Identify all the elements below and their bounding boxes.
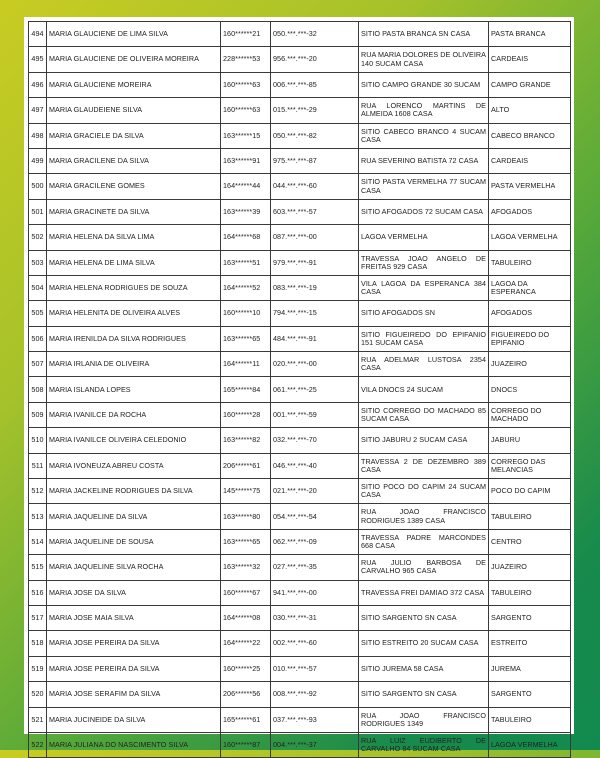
address-cell: SITIO CORREGO DO MACHADO 85 SUCAM CASA [359, 402, 489, 427]
table-row [29, 377, 571, 402]
row-number-cell: 508 [29, 377, 47, 402]
table-row [29, 453, 571, 478]
locality-cell: JUAZEIRO [489, 555, 571, 580]
nis-number-cell: 163******65 [221, 326, 271, 351]
cpf-number-cell: 484.***.***-91 [271, 326, 359, 351]
table-row [29, 225, 571, 250]
beneficiary-name-cell: MARIA HELENA RODRIGUES DE SOUZA [47, 275, 221, 300]
cpf-number-cell: 030.***.***-31 [271, 605, 359, 630]
cpf-number-cell: 021.***.***-20 [271, 479, 359, 504]
table-row [29, 326, 571, 351]
address-cell: RUA SEVERINO BATISTA 72 CASA [359, 148, 489, 173]
locality-cell: CARDEAIS [489, 148, 571, 173]
address-cell: RUA LUIZ EUDIBERTO DE CARVALHO 84 SUCAM CASA [359, 732, 489, 757]
cpf-number-cell: 087.***.***-00 [271, 225, 359, 250]
locality-cell: CORREGO DAS MELANCIAS [489, 453, 571, 478]
row-number-cell: 497 [29, 98, 47, 123]
beneficiary-name-cell: MARIA IRENILDA DA SILVA RODRIGUES [47, 326, 221, 351]
nis-number-cell: 163******32 [221, 555, 271, 580]
table-row [29, 479, 571, 504]
address-cell: RUA JULIO BARBOSA DE CARVALHO 965 CASA [359, 555, 489, 580]
row-number-cell: 502 [29, 225, 47, 250]
locality-cell: PASTA BRANCA [489, 22, 571, 47]
cpf-number-cell: 046.***.***-40 [271, 453, 359, 478]
beneficiary-name-cell: MARIA JAQUELINE DE SOUSA [47, 529, 221, 554]
row-number-cell: 498 [29, 123, 47, 148]
row-number-cell: 504 [29, 275, 47, 300]
address-cell: VILA DNOCS 24 SUCAM [359, 377, 489, 402]
beneficiary-name-cell: MARIA GRACILENE DA SILVA [47, 148, 221, 173]
nis-number-cell: 164******52 [221, 275, 271, 300]
row-number-cell: 495 [29, 47, 47, 72]
row-number-cell: 505 [29, 301, 47, 326]
address-cell: SITIO CABECO BRANCO 4 SUCAM CASA [359, 123, 489, 148]
cpf-number-cell: 979.***.***-91 [271, 250, 359, 275]
table-row [29, 174, 571, 199]
locality-cell: LAGOA VERMELHA [489, 732, 571, 757]
cpf-number-cell: 037.***.***-93 [271, 707, 359, 732]
nis-number-cell: 164******44 [221, 174, 271, 199]
cpf-number-cell: 956.***.***-20 [271, 47, 359, 72]
table-row [29, 732, 571, 757]
nis-number-cell: 164******22 [221, 631, 271, 656]
cpf-number-cell: 941.***.***-00 [271, 580, 359, 605]
cpf-number-cell: 004.***.***-37 [271, 732, 359, 757]
table-row [29, 148, 571, 173]
nis-number-cell: 163******91 [221, 148, 271, 173]
beneficiary-name-cell: MARIA JAQUELINE SILVA ROCHA [47, 555, 221, 580]
beneficiary-name-cell: MARIA HELENITA DE OLIVEIRA ALVES [47, 301, 221, 326]
beneficiary-name-cell: MARIA JOSE PEREIRA DA SILVA [47, 656, 221, 681]
nis-number-cell: 165******84 [221, 377, 271, 402]
row-number-cell: 510 [29, 428, 47, 453]
document-page [24, 17, 574, 754]
locality-cell: CABECO BRANCO [489, 123, 571, 148]
beneficiary-name-cell: MARIA GLAUCIENE DE LIMA SILVA [47, 22, 221, 47]
row-number-cell: 520 [29, 682, 47, 707]
row-number-cell: 503 [29, 250, 47, 275]
address-cell: VILA LAGOA DA ESPERANCA 384 CASA [359, 275, 489, 300]
beneficiary-name-cell: MARIA IVANILCE DA ROCHA [47, 402, 221, 427]
locality-cell: ESTREITO [489, 631, 571, 656]
row-number-cell: 517 [29, 605, 47, 630]
nis-number-cell: 163******15 [221, 123, 271, 148]
row-number-cell: 515 [29, 555, 47, 580]
cpf-number-cell: 044.***.***-60 [271, 174, 359, 199]
row-number-cell: 494 [29, 22, 47, 47]
table-row [29, 123, 571, 148]
table-row [29, 428, 571, 453]
locality-cell: LAGOA DA ESPERANCA [489, 275, 571, 300]
address-cell: SITIO CAMPO GRANDE 30 SUCAM [359, 72, 489, 97]
table-row [29, 605, 571, 630]
cpf-number-cell: 015.***.***-29 [271, 98, 359, 123]
row-number-cell: 512 [29, 479, 47, 504]
beneficiary-name-cell: MARIA HELENA DA SILVA LIMA [47, 225, 221, 250]
beneficiary-name-cell: MARIA GRACINETE DA SILVA [47, 199, 221, 224]
locality-cell: CARDEAIS [489, 47, 571, 72]
nis-number-cell: 206******56 [221, 682, 271, 707]
row-number-cell: 521 [29, 707, 47, 732]
row-number-cell: 511 [29, 453, 47, 478]
beneficiary-name-cell: MARIA JOSE DA SILVA [47, 580, 221, 605]
nis-number-cell: 163******80 [221, 504, 271, 529]
address-cell: SITIO PASTA VERMELHA 77 SUCAM CASA [359, 174, 489, 199]
nis-number-cell: 145******75 [221, 479, 271, 504]
locality-cell: CORREGO DO MACHADO [489, 402, 571, 427]
beneficiary-name-cell: MARIA JUCINEIDE DA SILVA [47, 707, 221, 732]
beneficiary-name-cell: MARIA JOSE SERAFIM DA SILVA [47, 682, 221, 707]
address-cell: SITIO POCO DO CAPIM 24 SUCAM CASA [359, 479, 489, 504]
nis-number-cell: 163******65 [221, 529, 271, 554]
table-row [29, 631, 571, 656]
nis-number-cell: 164******68 [221, 225, 271, 250]
cpf-number-cell: 062.***.***-09 [271, 529, 359, 554]
nis-number-cell: 160******21 [221, 22, 271, 47]
address-cell: SITIO FIGUEIREDO DO EPIFANIO 151 SUCAM CASA [359, 326, 489, 351]
row-number-cell: 516 [29, 580, 47, 605]
locality-cell: AFOGADOS [489, 301, 571, 326]
cpf-number-cell: 603.***.***-57 [271, 199, 359, 224]
beneficiary-name-cell: MARIA JOSE MAIA SILVA [47, 605, 221, 630]
table-row [29, 275, 571, 300]
beneficiary-table [28, 21, 571, 758]
nis-number-cell: 160******87 [221, 732, 271, 757]
beneficiary-name-cell: MARIA ISLANDA LOPES [47, 377, 221, 402]
beneficiary-name-cell: MARIA JAQUELINE DA SILVA [47, 504, 221, 529]
beneficiary-name-cell: MARIA IVONEUZA ABREU COSTA [47, 453, 221, 478]
row-number-cell: 514 [29, 529, 47, 554]
table-row [29, 352, 571, 377]
address-cell: TRAVESSA 2 DE DEZEMBRO 389 CASA [359, 453, 489, 478]
beneficiary-name-cell: MARIA IRLANIA DE OLIVEIRA [47, 352, 221, 377]
table-row [29, 504, 571, 529]
address-cell: SITIO JABURU 2 SUCAM CASA [359, 428, 489, 453]
address-cell: SITIO AFOGADOS SN [359, 301, 489, 326]
locality-cell: DNOCS [489, 377, 571, 402]
cpf-number-cell: 006.***.***-85 [271, 72, 359, 97]
nis-number-cell: 163******39 [221, 199, 271, 224]
table-row [29, 529, 571, 554]
nis-number-cell: 160******63 [221, 72, 271, 97]
locality-cell: CENTRO [489, 529, 571, 554]
address-cell: RUA JOAO FRANCISCO RODRIGUES 1389 CASA [359, 504, 489, 529]
table-row [29, 656, 571, 681]
row-number-cell: 500 [29, 174, 47, 199]
table-row [29, 98, 571, 123]
nis-number-cell: 206******61 [221, 453, 271, 478]
locality-cell: TABULEIRO [489, 250, 571, 275]
beneficiary-name-cell: MARIA JOSE PEREIRA DA SILVA [47, 631, 221, 656]
locality-cell: LAGOA VERMELHA [489, 225, 571, 250]
row-number-cell: 518 [29, 631, 47, 656]
cpf-number-cell: 050.***.***-32 [271, 22, 359, 47]
address-cell: SITIO SARGENTO SN CASA [359, 682, 489, 707]
cpf-number-cell: 032.***.***-70 [271, 428, 359, 453]
locality-cell: ALTO [489, 98, 571, 123]
locality-cell: FIGUEIREDO DO EPIFANIO [489, 326, 571, 351]
table-row [29, 682, 571, 707]
cpf-number-cell: 020.***.***-00 [271, 352, 359, 377]
address-cell: RUA MARIA DOLORES DE OLIVEIRA 140 SUCAM CASA [359, 47, 489, 72]
cpf-number-cell: 975.***.***-87 [271, 148, 359, 173]
locality-cell: SARGENTO [489, 682, 571, 707]
nis-number-cell: 165******61 [221, 707, 271, 732]
row-number-cell: 513 [29, 504, 47, 529]
cpf-number-cell: 001.***.***-59 [271, 402, 359, 427]
locality-cell: AFOGADOS [489, 199, 571, 224]
table-body [29, 22, 571, 758]
table-row [29, 707, 571, 732]
nis-number-cell: 160******28 [221, 402, 271, 427]
address-cell: TRAVESSA FREI DAMIAO 372 CASA [359, 580, 489, 605]
beneficiary-name-cell: MARIA GLAUDEIENE SILVA [47, 98, 221, 123]
address-cell: SITIO PASTA BRANCA SN CASA [359, 22, 489, 47]
table-row [29, 199, 571, 224]
nis-number-cell: 164******11 [221, 352, 271, 377]
row-number-cell: 507 [29, 352, 47, 377]
cpf-number-cell: 061.***.***-25 [271, 377, 359, 402]
nis-number-cell: 160******67 [221, 580, 271, 605]
row-number-cell: 509 [29, 402, 47, 427]
nis-number-cell: 160******25 [221, 656, 271, 681]
cpf-number-cell: 010.***.***-57 [271, 656, 359, 681]
beneficiary-name-cell: MARIA GRACILENE GOMES [47, 174, 221, 199]
locality-cell: JUREMA [489, 656, 571, 681]
address-cell: RUA ADELMAR LUSTOSA 2354 CASA [359, 352, 489, 377]
beneficiary-name-cell: MARIA GRACIELE DA SILVA [47, 123, 221, 148]
cpf-number-cell: 083.***.***-19 [271, 275, 359, 300]
locality-cell: JABURU [489, 428, 571, 453]
table-row [29, 580, 571, 605]
locality-cell: PASTA VERMELHA [489, 174, 571, 199]
nis-number-cell: 163******51 [221, 250, 271, 275]
cpf-number-cell: 008.***.***-92 [271, 682, 359, 707]
nis-number-cell: 228******53 [221, 47, 271, 72]
beneficiary-name-cell: MARIA GLAUCIENE MOREIRA [47, 72, 221, 97]
cpf-number-cell: 050.***.***-82 [271, 123, 359, 148]
locality-cell: POCO DO CAPIM [489, 479, 571, 504]
address-cell: SITIO SARGENTO SN CASA [359, 605, 489, 630]
locality-cell: TABULEIRO [489, 707, 571, 732]
table-row [29, 402, 571, 427]
cpf-number-cell: 002.***.***-60 [271, 631, 359, 656]
row-number-cell: 522 [29, 732, 47, 757]
row-number-cell: 519 [29, 656, 47, 681]
row-number-cell: 501 [29, 199, 47, 224]
address-cell: RUA JOAO FRANCISCO RODRIGUES 1349 [359, 707, 489, 732]
beneficiary-name-cell: MARIA HELENA DE LIMA SILVA [47, 250, 221, 275]
address-cell: SITIO AFOGADOS 72 SUCAM CASA [359, 199, 489, 224]
row-number-cell: 499 [29, 148, 47, 173]
address-cell: SITIO ESTREITO 20 SUCAM CASA [359, 631, 489, 656]
beneficiary-name-cell: MARIA JULIANA DO NASCIMENTO SILVA [47, 732, 221, 757]
nis-number-cell: 160******10 [221, 301, 271, 326]
cpf-number-cell: 054.***.***-54 [271, 504, 359, 529]
nis-number-cell: 164******08 [221, 605, 271, 630]
table-row [29, 301, 571, 326]
table-row [29, 47, 571, 72]
table-row [29, 22, 571, 47]
address-cell: TRAVESSA PADRE MARCONDES 668 CASA [359, 529, 489, 554]
beneficiary-name-cell: MARIA GLAUCIENE DE OLIVEIRA MOREIRA [47, 47, 221, 72]
address-cell: TRAVESSA JOAO ANGELO DE FREITAS 929 CASA [359, 250, 489, 275]
nis-number-cell: 160******63 [221, 98, 271, 123]
nis-number-cell: 163******82 [221, 428, 271, 453]
locality-cell: SARGENTO [489, 605, 571, 630]
beneficiary-name-cell: MARIA JACKELINE RODRIGUES DA SILVA [47, 479, 221, 504]
address-cell: RUA LORENCO MARTINS DE ALMEIDA 1608 CASA [359, 98, 489, 123]
locality-cell: CAMPO GRANDE [489, 72, 571, 97]
locality-cell: TABULEIRO [489, 504, 571, 529]
cpf-number-cell: 794.***.***-15 [271, 301, 359, 326]
table-row [29, 72, 571, 97]
table-row [29, 250, 571, 275]
address-cell: LAGOA VERMELHA [359, 225, 489, 250]
address-cell: SITIO JUREMA 58 CASA [359, 656, 489, 681]
table-row [29, 555, 571, 580]
cpf-number-cell: 027.***.***-35 [271, 555, 359, 580]
beneficiary-name-cell: MARIA IVANILCE OLIVEIRA CELEDONIO [47, 428, 221, 453]
row-number-cell: 496 [29, 72, 47, 97]
locality-cell: JUAZEIRO [489, 352, 571, 377]
locality-cell: TABULEIRO [489, 580, 571, 605]
row-number-cell: 506 [29, 326, 47, 351]
